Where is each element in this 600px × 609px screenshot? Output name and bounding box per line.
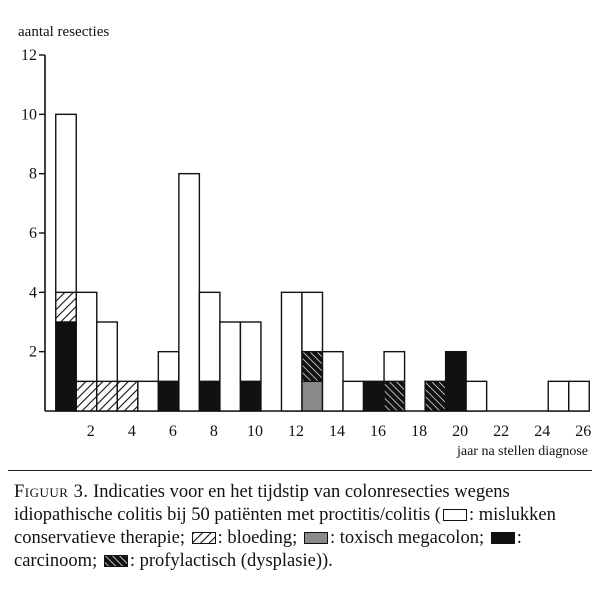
bar-segment-mislukken (76, 292, 97, 381)
bar-segment-mislukken (56, 114, 77, 292)
bar-segment-bloeding (56, 292, 77, 322)
bar-segment-toxisch (302, 381, 323, 411)
bar-segment-bloeding (97, 381, 118, 411)
bar-segment-mislukken (548, 381, 569, 411)
x-tick-label: 4 (127, 423, 136, 440)
bar-segment-carcinoom (364, 381, 385, 411)
x-tick-label: 8 (209, 423, 218, 440)
bar-segment-mislukken (240, 322, 261, 381)
bar-segment-mislukken (179, 174, 200, 411)
y-tick-label: 4 (29, 284, 37, 302)
y-axis-title: aantal resecties (18, 24, 110, 40)
legend-label-toxisch: : toxisch megacolon; (329, 528, 485, 548)
bar-segment-mislukken (302, 292, 323, 351)
x-tick-label: 2 (86, 423, 95, 440)
bar-segment-profylactisch (384, 381, 405, 411)
bar-segment-mislukken (323, 352, 344, 411)
x-tick-label: 24 (534, 423, 551, 440)
bars (56, 114, 590, 411)
x-tick-label: 6 (168, 423, 177, 440)
bar-segment-profylactisch (302, 352, 323, 382)
x-tick-label: 16 (370, 423, 387, 440)
bar-segment-mislukken (466, 381, 487, 411)
x-tick-label: 12 (287, 423, 304, 440)
x-tick-label: 22 (493, 423, 510, 440)
x-tick-label: 14 (329, 423, 346, 440)
caption-text: Indicaties voor en het tijdstip van colonresecties wegens idiopathische colitis bij 50 patiënten met proctitis/colitis ( (14, 482, 510, 525)
bar-segment-mislukken (343, 381, 364, 411)
legend-label-profylactisch: : profylactisch (dysplasie)). (129, 551, 333, 571)
bar-segment-carcinoom (56, 322, 77, 411)
bar-segment-profylactisch (425, 381, 446, 411)
bar-segment-mislukken (569, 381, 590, 411)
y-tick-label: 8 (29, 165, 37, 183)
bar-segment-mislukken (199, 292, 220, 381)
legend-label-mislukken: : mislukken conservatieve therapie; (14, 505, 556, 548)
bar-segment-mislukken (97, 322, 118, 381)
legend-swatch-carcinoom (491, 532, 515, 544)
y-tick-label: 10 (21, 106, 37, 124)
figure-caption (14, 481, 588, 573)
bar-segment-bloeding (117, 381, 138, 411)
bar-segment-carcinoom (158, 381, 179, 411)
x-tick-label: 26 (575, 423, 592, 440)
bar-segment-mislukken (384, 352, 405, 382)
bar-segment-mislukken (138, 381, 159, 411)
x-tick-label: 10 (246, 423, 263, 440)
bar-segment-carcinoom (446, 352, 467, 411)
bar-segment-carcinoom (199, 381, 220, 411)
bar-segment-carcinoom (240, 381, 261, 411)
legend-swatch-bloeding (192, 532, 216, 544)
legend-label-bloeding: : bloeding; (217, 528, 298, 548)
figure-label: Figuur 3. (14, 482, 89, 502)
legend-swatch-profylactisch (104, 555, 128, 567)
legend-swatch-mislukken (443, 509, 467, 521)
legend-swatch-toxisch (304, 532, 328, 544)
bar-segment-mislukken (281, 292, 302, 411)
x-tick-label: 20 (452, 423, 469, 440)
bar-segment-bloeding (76, 381, 97, 411)
x-axis-title: jaar na stellen diagnose (456, 444, 588, 459)
y-tick-label: 6 (29, 225, 37, 242)
bar-segment-mislukken (158, 352, 179, 382)
bar-segment-mislukken (220, 322, 241, 411)
legend-label-carcinoom: : carcinoom; (14, 528, 522, 571)
caption-divider (8, 470, 592, 471)
y-tick-label: 12 (21, 47, 37, 64)
y-tick-label: 2 (29, 343, 37, 361)
x-tick-label: 18 (411, 423, 428, 440)
